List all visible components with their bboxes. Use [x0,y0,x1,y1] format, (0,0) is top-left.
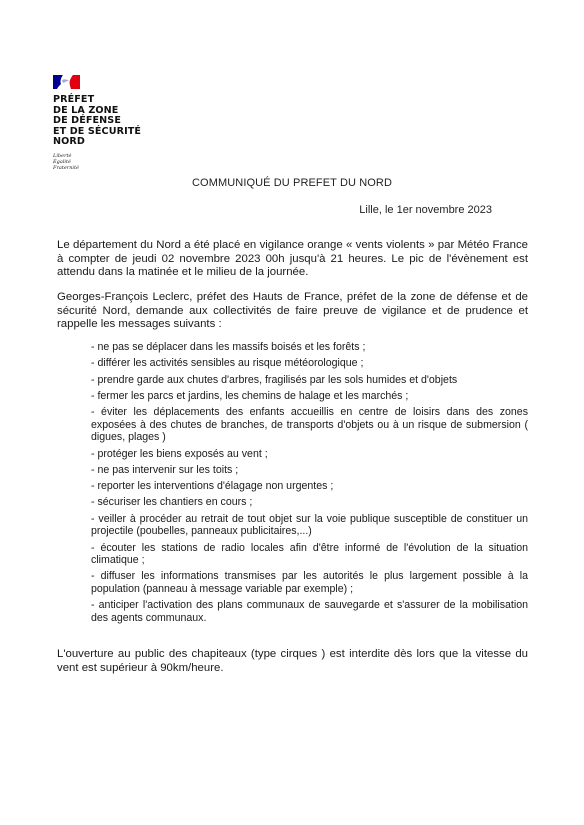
list-item: - veiller à procéder au retrait de tout objet sur la voie publique susceptible de constituer un projectile (poubelles, panneaux publicitaires,...) [91,512,528,538]
list-item: - fermer les parcs et jardins, les chemins de halage et les marchés ; [91,389,409,402]
list-item: - ne pas se déplacer dans les massifs boisés et les forêts ; [91,341,366,353]
list-item: - écouter les stations de radio locales afin d'être informé de l'évolution de la situation climatique ; [91,541,528,567]
list-item: - éviter les déplacements des enfants accueillis en centre de loisirs dans des zones exposées à des chutes de branches, de transports d'objets ou à un risque de submersion ( digues, plages ) [91,406,528,444]
motto-line: Liberté [53,152,72,159]
list-item: - sécuriser les chantiers en cours ; [91,496,253,509]
paragraph-chapiteaux: L'ouverture au public des chapiteaux (type cirques ) est interdite dès lors que la vitesse du vent est supérieur à 90km/heure. [57,648,528,674]
list-item: - prendre garde aux chutes d'arbres, fragilisés par les sols humides et d'objets [91,373,458,386]
prefecture-line: PRÉFET [53,94,95,105]
prefecture-logo [53,75,163,171]
republic-motto [53,153,163,171]
prefecture-line: ET DE SÉCURITÉ [53,125,142,137]
marianne-icon [53,75,80,89]
document-date: Lille, le 1er novembre 2023 [359,204,492,216]
list-item: - protéger les biens exposés au vent ; [91,447,268,460]
list-item: - diffuser les informations transmises par les autorités le plus largement possible à la population (panneau à message variable par exemple) ; [91,570,528,596]
list-item: - différer les activités sensibles au risque météorologique ; [91,357,364,370]
prefecture-line: DE LA ZONE [53,104,119,116]
prefecture-line: DE DÉFENSE [53,115,121,126]
measures-list [91,341,528,628]
list-item: - anticiper l'activation des plans communaux de sauvegarde et s'assurer de la mobilisation des agents communaux. [91,599,528,624]
paragraph-prefect: Georges-François Leclerc, préfet des Hauts de France, préfet de la zone de défense et de sécurité Nord, demande aux collectivités de faire preuve de vigilance et de prudence et rappelle les messages suivants : [57,291,528,331]
list-item: - ne pas intervenir sur les toits ; [91,463,239,476]
motto-line: Fraternité [53,164,79,171]
document-title: COMMUNIQUÉ DU PREFET DU NORD [192,177,392,189]
motto-line: Égalité [53,158,71,165]
prefecture-line: NORD [53,136,85,147]
prefecture-name [53,95,163,148]
list-item: - reporter les interventions d'élagage non urgentes ; [91,480,334,493]
paragraph-alert: Le département du Nord a été placé en vigilance orange « vents violents » par Météo France à compter de jeudi 02 novembre 2023 00h jusqu'à 21 heures. Le pic de l'évènement est attendu dans la matinée et le milieu de la journée. [57,239,528,279]
